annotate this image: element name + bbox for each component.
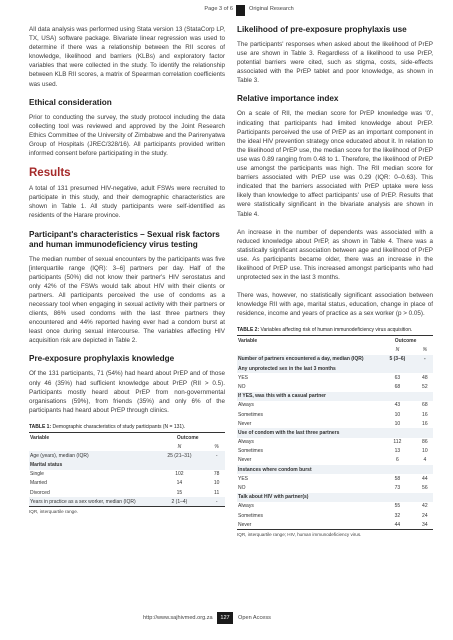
table-1-col-n: N [177,443,182,450]
heading-characteristics: Participant's characteristics – Sexual risk factors and human immunodeficiency virus testing [29,229,220,249]
table-cell-n: 102 [175,471,184,478]
table-cell-pct: 44 [422,475,428,482]
table-cell-label: Sometimes [238,512,264,519]
heading-results: Results [29,167,71,180]
table-row [237,456,433,465]
table-cell-pct: - [417,355,433,364]
page-footer [0,612,453,626]
paragraph-results: A total of 131 presumed HIV-negative, adult FSWs were recruited to participate in this study, and their demographic characteristics are shown in Table 1. All study participants were self-identified as residents of the Harare province. [29,185,225,220]
table-cell-pct [417,493,433,502]
table-cell-pct: 42 [422,503,428,510]
table-cell-pct: 68 [422,402,428,409]
table-cell-label: Sometimes [238,448,264,455]
table-cell-n: 63 [394,374,401,381]
table-cell-pct: 48 [422,374,428,381]
table-cell-pct [417,392,433,401]
table-cell-label: Never [238,420,252,427]
table-1-col-variable: Variable [29,432,151,442]
table-row [29,470,225,479]
table-cell-n: 73 [394,485,401,492]
table-2-grid [237,335,433,530]
paragraph-characteristics: The median number of sexual encounters by the participants was five [interquartile range (IQR): 3–6] partners per day. Half of the participants (50%) did not know their partner's HIV serostatus and only 42% of the FSWs would talk about HIV with their clients or partners. All participants perceived the use of condoms as a necessary tool when engaging in sexual activity with their partners or clients, 86% used condoms with the last three partners they encountered and 44% reported having ever had a condom burst at least once during sexual intercourse. The variables affecting HIV acquisition risk are depicted in Table 2. [29,255,225,345]
right-column [237,25,433,537]
table-cell-n: 32 [394,512,401,519]
paragraph-analysis: All data analysis was performed using Stata version 13 (StataCorp LP, TX, USA) software package. Bivariate linear regression was used to determine if there was a relationship between the RII scores of knowledge, likelihood and barriers (KLBs) and exploratory factor variables that were collected in the study. To identify the relationship between KLB RII scores, a matrix of Spearman correlation coefficients was used. [29,26,225,88]
table-cell-n: 55 [394,503,401,510]
table-cell-label: YES [238,475,249,482]
table-2-col-outcome: Outcome [378,336,433,346]
table-cell-n: 44 [378,520,417,530]
table-row [237,401,433,410]
table-cell-label: Talk about HIV with partner(s) [237,493,378,502]
table-cell-label: Any unprotected sex in the last 3 months [237,364,378,373]
paragraph-increase: An increase in the number of dependents was associated with a reduced knowledge about PrEP, as shown in Table 4. There was a statistically significant association between age and likelihood of PrEP use. As participants became older, there was an increase in the likelihood of PrEP use. This increased amongst participants who had unprotected sex in the last 3 months. [237,228,433,282]
table-row [237,465,433,474]
table-2-col-variable: Variable [237,336,378,346]
table-cell-pct [417,428,433,437]
page-header [0,5,453,17]
table-2-col-pct: % [422,347,428,354]
table-cell-label: Never [238,457,252,464]
table-cell-n: 10 [394,411,401,418]
table-1-label: TABLE 1: [29,423,52,430]
table-row [237,447,433,456]
table-cell-label: Years in practice as a sex worker, median (IQR) [29,497,151,507]
table-cell-n [378,428,417,437]
table-row [29,451,225,460]
table-cell-label: Sometimes [238,411,264,418]
table-cell-pct: 10 [422,448,428,455]
table-cell-pct: - [208,497,225,507]
table-cell-pct: 52 [422,383,428,390]
table-cell-pct: 24 [422,512,428,519]
table-cell-n [378,392,417,401]
table-row [29,497,225,507]
table-cell-label: Divorced [30,489,50,496]
table-1-col-outcome: Outcome [151,432,225,442]
table-row [237,419,433,428]
table-row [237,502,433,511]
table-row [237,483,433,492]
paragraph-ethical: Prior to conducting the survey, the study protocol including the data collecting tool was reviewed and approved by the Joint Research Ethics Committee of the University of Zimbabwe and the Parirenyatwa Group of Hospitals (JREC/328/16). All participants provided written informed consent before participating in the study. [29,113,225,158]
table-cell-n [378,364,417,373]
table-2-body [237,355,433,530]
table-row [237,355,433,364]
table-2-label: TABLE 2: [237,327,260,334]
heading-ethical: Ethical consideration [29,97,112,107]
table-2 [237,327,433,537]
table-cell-pct: 11 [214,489,220,496]
table-cell-label: Never [237,520,378,530]
table-2-col-n: N [395,347,400,354]
footer-page-number: 127 [217,612,233,624]
table-cell-pct [208,460,225,469]
open-access-label: Open Access [238,615,271,621]
left-column [29,25,225,514]
journal-url[interactable]: http://www.sajhivmed.org.za [143,615,213,621]
table-cell-pct: 86 [422,439,428,446]
table-row [29,479,225,488]
table-row [237,364,433,373]
table-row [237,428,433,437]
table-cell-label: Always [238,402,254,409]
table-1-body [29,451,225,507]
table-cell-label: Married [30,480,47,487]
table-2-caption: Variables affecting risk of human immunodeficiency virus acquisition. [259,327,413,334]
table-cell-pct: 16 [422,420,428,427]
table-cell-n: 13 [394,448,401,455]
table-row [29,460,225,469]
table-1-title [29,424,225,430]
page-number: Page 3 of 6 [204,6,233,12]
table-cell-n: 5 (3–6) [378,355,417,364]
table-cell-label: NO [238,485,246,492]
table-row [237,511,433,520]
table-cell-n: 25 (21–31) [151,451,209,460]
heading-rii: Relative importance index [237,94,339,104]
table-cell-label: NO [238,383,246,390]
table-cell-pct [417,465,433,474]
header-bar [236,5,245,16]
table-1-grid [29,432,225,508]
table-row [237,438,433,447]
table-row [237,410,433,419]
table-2-note: IQR, interquartile range; HIV, human immunodeficiency virus. [237,532,362,538]
table-row [237,382,433,391]
table-1-caption: Demographic characteristics of study participants (N = 131). [51,423,186,430]
table-cell-label: Instances where condom burst [237,465,378,474]
table-cell-label: Use of condom with the last three partners [237,428,378,437]
table-cell-n: 112 [393,439,402,446]
table-cell-n: 43 [394,402,401,409]
paragraph-likelihood: The participants' responses when asked about the likelihood of PrEP use are shown in Table 3. Regardless of a likelihood to use PrEP, potential barriers were cited, such as stigma, costs, side-effects associated with the PrEP tablet and poor knowledge, as shown in Table 3. [237,41,433,85]
table-1 [29,424,225,515]
table-cell-pct: 34 [417,520,433,530]
table-row [29,488,225,497]
table-cell-pct: 16 [422,411,428,418]
table-cell-n: 14 [176,480,183,487]
table-cell-pct: 4 [423,457,427,464]
table-row [237,373,433,382]
table-row [237,474,433,483]
table-cell-pct: 78 [213,471,220,478]
table-cell-label: Single [30,471,44,478]
table-2-title [237,327,433,333]
table-cell-pct: - [208,451,225,460]
paragraph-rii: On a scale of RII, the median score for PrEP knowledge was '0', indicating that participants had limited knowledge about PrEP. Participants perceived the use of PrEP as an important component in the ideal HIV prevention strategy once educated about it. In relation to the likelihood of PrEP use, the median score for the likelihood of PrEP use was 0.89 ranging from 0.48 to 1. Therefore, the likelihood of PrEP use amongst the participants was high. The RII median score for barriers associated with PrEP use was 0.29 (IQR: 0–0.63). This indicated that the barriers associated with PrEP uptake were less likely than knowledge to affect participants' use of PrEP. Results that were statistically significant in the bivariate analysis are shown in Table 4. [237,110,433,218]
table-cell-pct: 56 [422,485,428,492]
table-row [237,493,433,502]
table-cell-label: YES [238,374,249,381]
heading-prep-knowledge: Pre-exposure prophylaxis knowledge [29,354,175,364]
table-cell-n [378,493,417,502]
table-cell-n [151,460,209,469]
paragraph-prep-knowledge: Of the 131 participants, 71 (54%) had heard about PrEP and of those only 46 (35%) had sufficient knowledge about PrEP (RII > 0.5). Participants mostly heard about PrEP from non-governmental organisations (59%), from friends (35%) and only 6% of the participants had heard about PrEP through clinics. [29,370,225,414]
table-cell-label: Always [238,503,254,510]
table-cell-label: Always [238,439,254,446]
table-1-note: IQR, interquartile range. [29,509,79,515]
table-row [237,392,433,401]
table-cell-pct [417,364,433,373]
table-cell-pct: 10 [213,480,220,487]
heading-likelihood: Likelihood of pre-exposure prophylaxis use [237,25,407,34]
article-type: Original Research [249,6,294,12]
table-cell-n [378,465,417,474]
table-cell-n: 15 [176,489,183,496]
table-cell-n: 58 [394,475,401,482]
table-cell-n: 68 [394,383,401,390]
paragraph-no-association: There was, however, no statistically significant association between knowledge RII with age, marital status, education, change in place of residence, income and years of practice as a sex worker (p > 0.05). [237,292,433,318]
table-row [237,520,433,530]
table-cell-label: If YES, was this with a casual partner [237,392,378,401]
table-cell-label: Age (years), median (IQR) [29,451,151,460]
table-cell-n: 2 (1–4) [151,497,209,507]
table-cell-label: Marital status [29,460,151,469]
table-cell-n: 6 [395,457,399,464]
table-cell-label: Number of partners encountered a day, median (IQR) [237,355,378,364]
table-cell-n: 10 [394,420,401,427]
table-1-col-pct: % [214,443,219,450]
